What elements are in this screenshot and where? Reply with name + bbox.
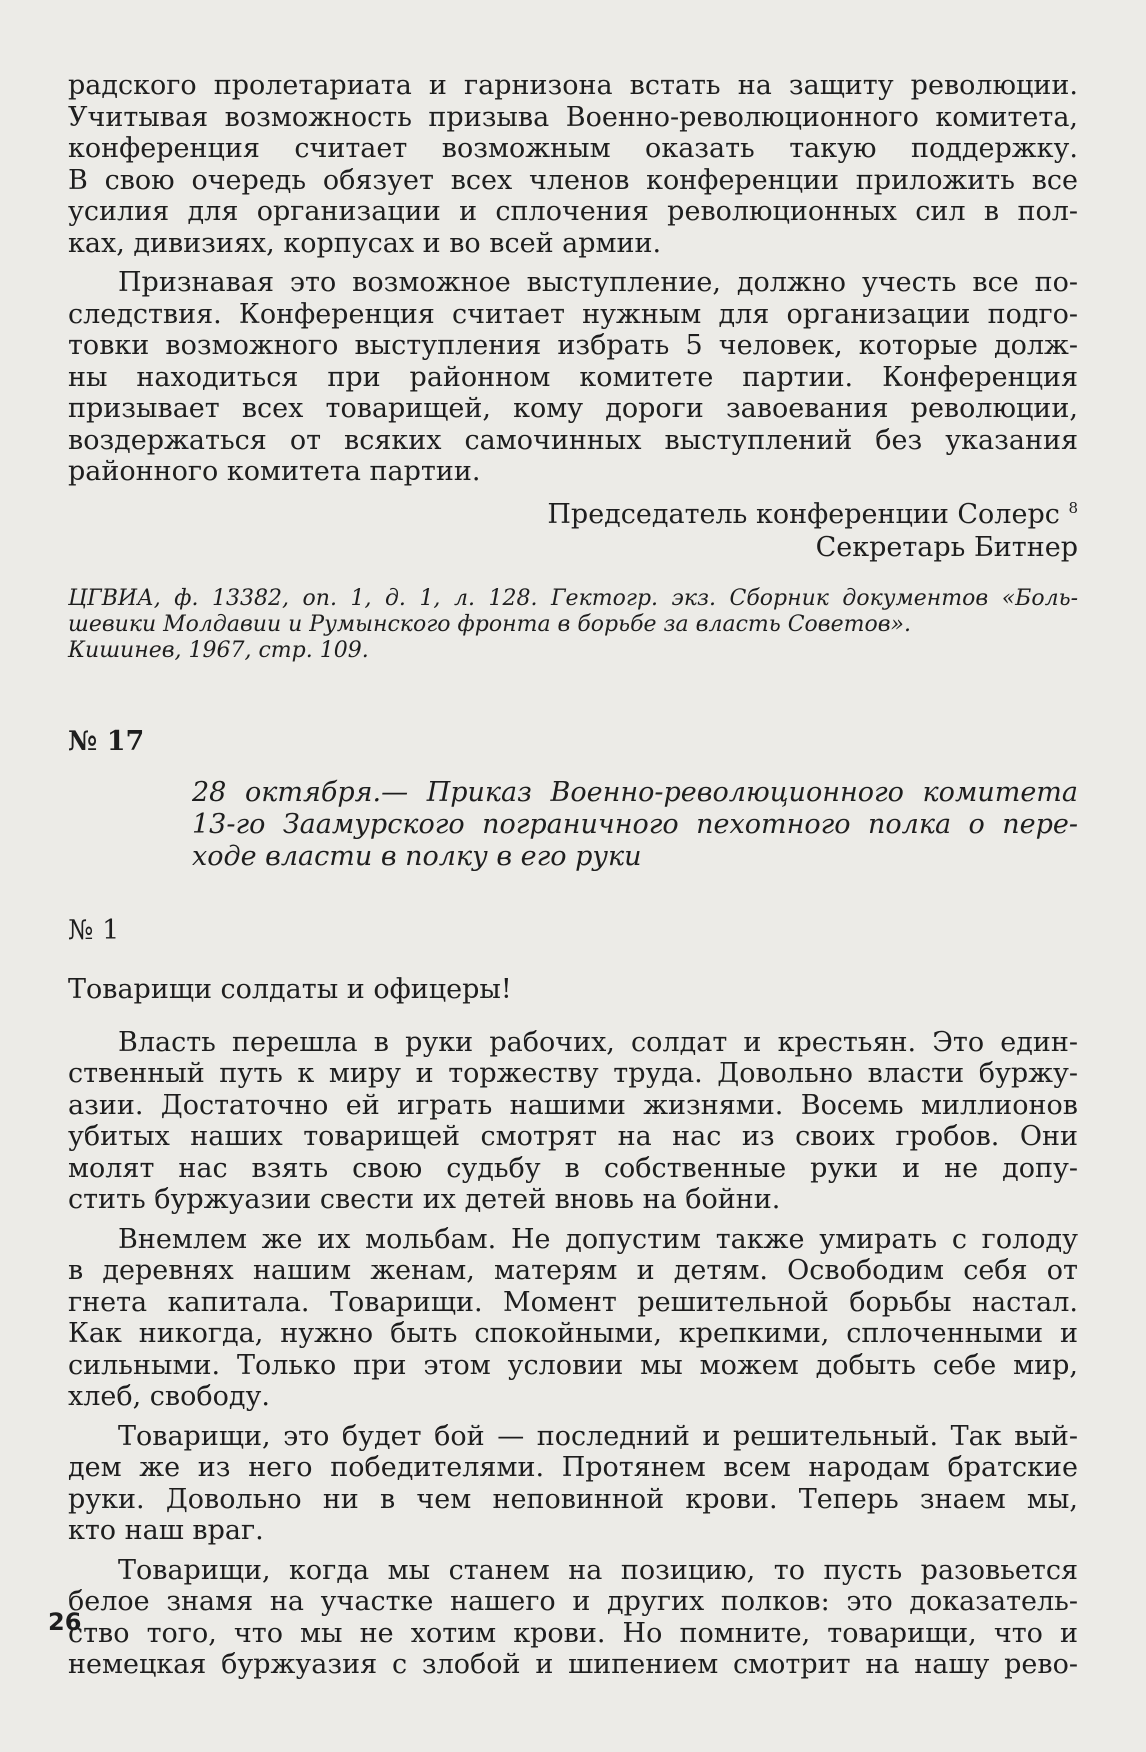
heading-line: ходе власти в полку в его руки [192, 840, 642, 872]
page-content [68, 70, 1078, 1681]
chairman-line [68, 498, 1078, 531]
text-line: Как никогда, нужно быть спокойными, крепкими, сплоченными и [68, 1318, 1078, 1349]
text-line: руки. Довольно ни в чем неповинной крови. Теперь знаем мы, [68, 1483, 1078, 1515]
citation-line: шевики Молдавии и Румынского фронта в борьбе за власть Советов». [68, 611, 911, 637]
salutation: Товарищи солдаты и офицеры! [68, 973, 512, 1005]
heading-line: 13-го Заамурского пограничного пехотного полка о пере- [192, 808, 1078, 840]
text-line: гнета капитала. Товарищи. Момент решительной борьбы настал. [68, 1286, 1078, 1318]
signature-block [68, 498, 1078, 564]
text-line: кто наш враг. [68, 1515, 264, 1546]
text-line: ках, дивизиях, корпусах и во всей армии. [68, 227, 662, 259]
text-line: районного комитета партии. [68, 456, 481, 487]
text-line: конференция считает возможным оказать такую поддержку. [68, 133, 1078, 164]
text-line: ство того, что мы не хотим крови. Но помните, товарищи, что и [68, 1617, 1078, 1649]
order-paragraph-4 [68, 1555, 1078, 1681]
text-line: хлеб, свободу. [68, 1381, 270, 1412]
paragraph-resolution [68, 267, 1078, 488]
page-number: 26 [48, 1608, 82, 1636]
heading-line: 28 октября.— Приказ Военно-революционного комитета [192, 776, 1078, 808]
text-line: В свою очередь обязует всех членов конференции приложить все [68, 164, 1078, 196]
text-line: Товарищи, это будет бой — последний и решительный. Так вый- [118, 1420, 1078, 1452]
document-heading [192, 777, 1078, 873]
text-line: Признавая это возможное выступление, должно учесть все по- [118, 267, 1078, 298]
text-line: усилия для организации и сплочения революционных сил в пол- [68, 196, 1078, 227]
text-line: следствия. Конференция считает нужным для организации подго- [68, 298, 1078, 330]
citation-line: ЦГВИА, ф. 13382, оп. 1, д. 1, л. 128. Гектогр. экз. Сборник документов «Боль- [68, 585, 1078, 611]
paragraph-continuation [68, 70, 1078, 259]
text-line: воздержаться от всяких самочинных выступлений без указания [68, 424, 1078, 456]
text-line: товки возможного выступления избрать 5 человек, которые долж- [68, 330, 1078, 361]
text-line: стить буржуазии свести их детей вновь на бойни. [68, 1184, 781, 1215]
text-line: белое знамя на участке нашего и других полков: это доказатель- [68, 1586, 1078, 1617]
citation-line: Кишинев, 1967, стр. 109. [68, 637, 369, 663]
text-line: ны находиться при районном комитете партии. Конференция [68, 361, 1078, 393]
text-line: азии. Достаточно ей играть нашими жизнями. Восемь миллионов [68, 1089, 1078, 1121]
footnote-marker: 8 [1068, 498, 1078, 517]
text-line: ственный путь к миру и торжеству труда. Довольно власти буржу- [68, 1058, 1078, 1089]
order-number: № 1 [68, 914, 120, 946]
text-line: дем же из него победителями. Протянем всем народам братские [68, 1452, 1078, 1483]
text-line: Товарищи, когда мы станем на позицию, то пусть разовьется [118, 1554, 1078, 1586]
chairman-text: Председатель конференции Солерс [547, 498, 1060, 530]
text-line: сильными. Только при этом условии мы можем добыть себе мир, [68, 1349, 1078, 1381]
order-paragraph-1 [68, 1027, 1078, 1216]
text-line: в деревнях нашим женам, матерям и детям. Освободим себя от [68, 1255, 1078, 1286]
order-paragraph-3 [68, 1421, 1078, 1547]
document-number: № 17 [68, 725, 145, 757]
text-line: Учитывая возможность призыва Военно-революционного комитета, [68, 101, 1078, 133]
text-line: убитых наших товарищей смотрят на нас из своих гробов. Они [68, 1121, 1078, 1152]
text-line: радского пролетариата и гарнизона встать на защиту революции. [68, 70, 1078, 101]
secretary-line: Секретарь Битнер [815, 531, 1078, 563]
text-line: молят нас взять свою судьбу в собственные руки и не допу- [68, 1152, 1078, 1184]
text-line: Власть перешла в руки рабочих, солдат и крестьян. Это един- [118, 1026, 1078, 1058]
source-citation [68, 586, 1078, 664]
text-line: немецкая буржуазия с злобой и шипением смотрит на нашу рево- [68, 1649, 1078, 1680]
order-paragraph-2 [68, 1224, 1078, 1413]
text-line: призывает всех товарищей, кому дороги завоевания революции, [68, 393, 1078, 424]
text-line: Внемлем же их мольбам. Не допустим также умирать с голоду [118, 1223, 1078, 1255]
